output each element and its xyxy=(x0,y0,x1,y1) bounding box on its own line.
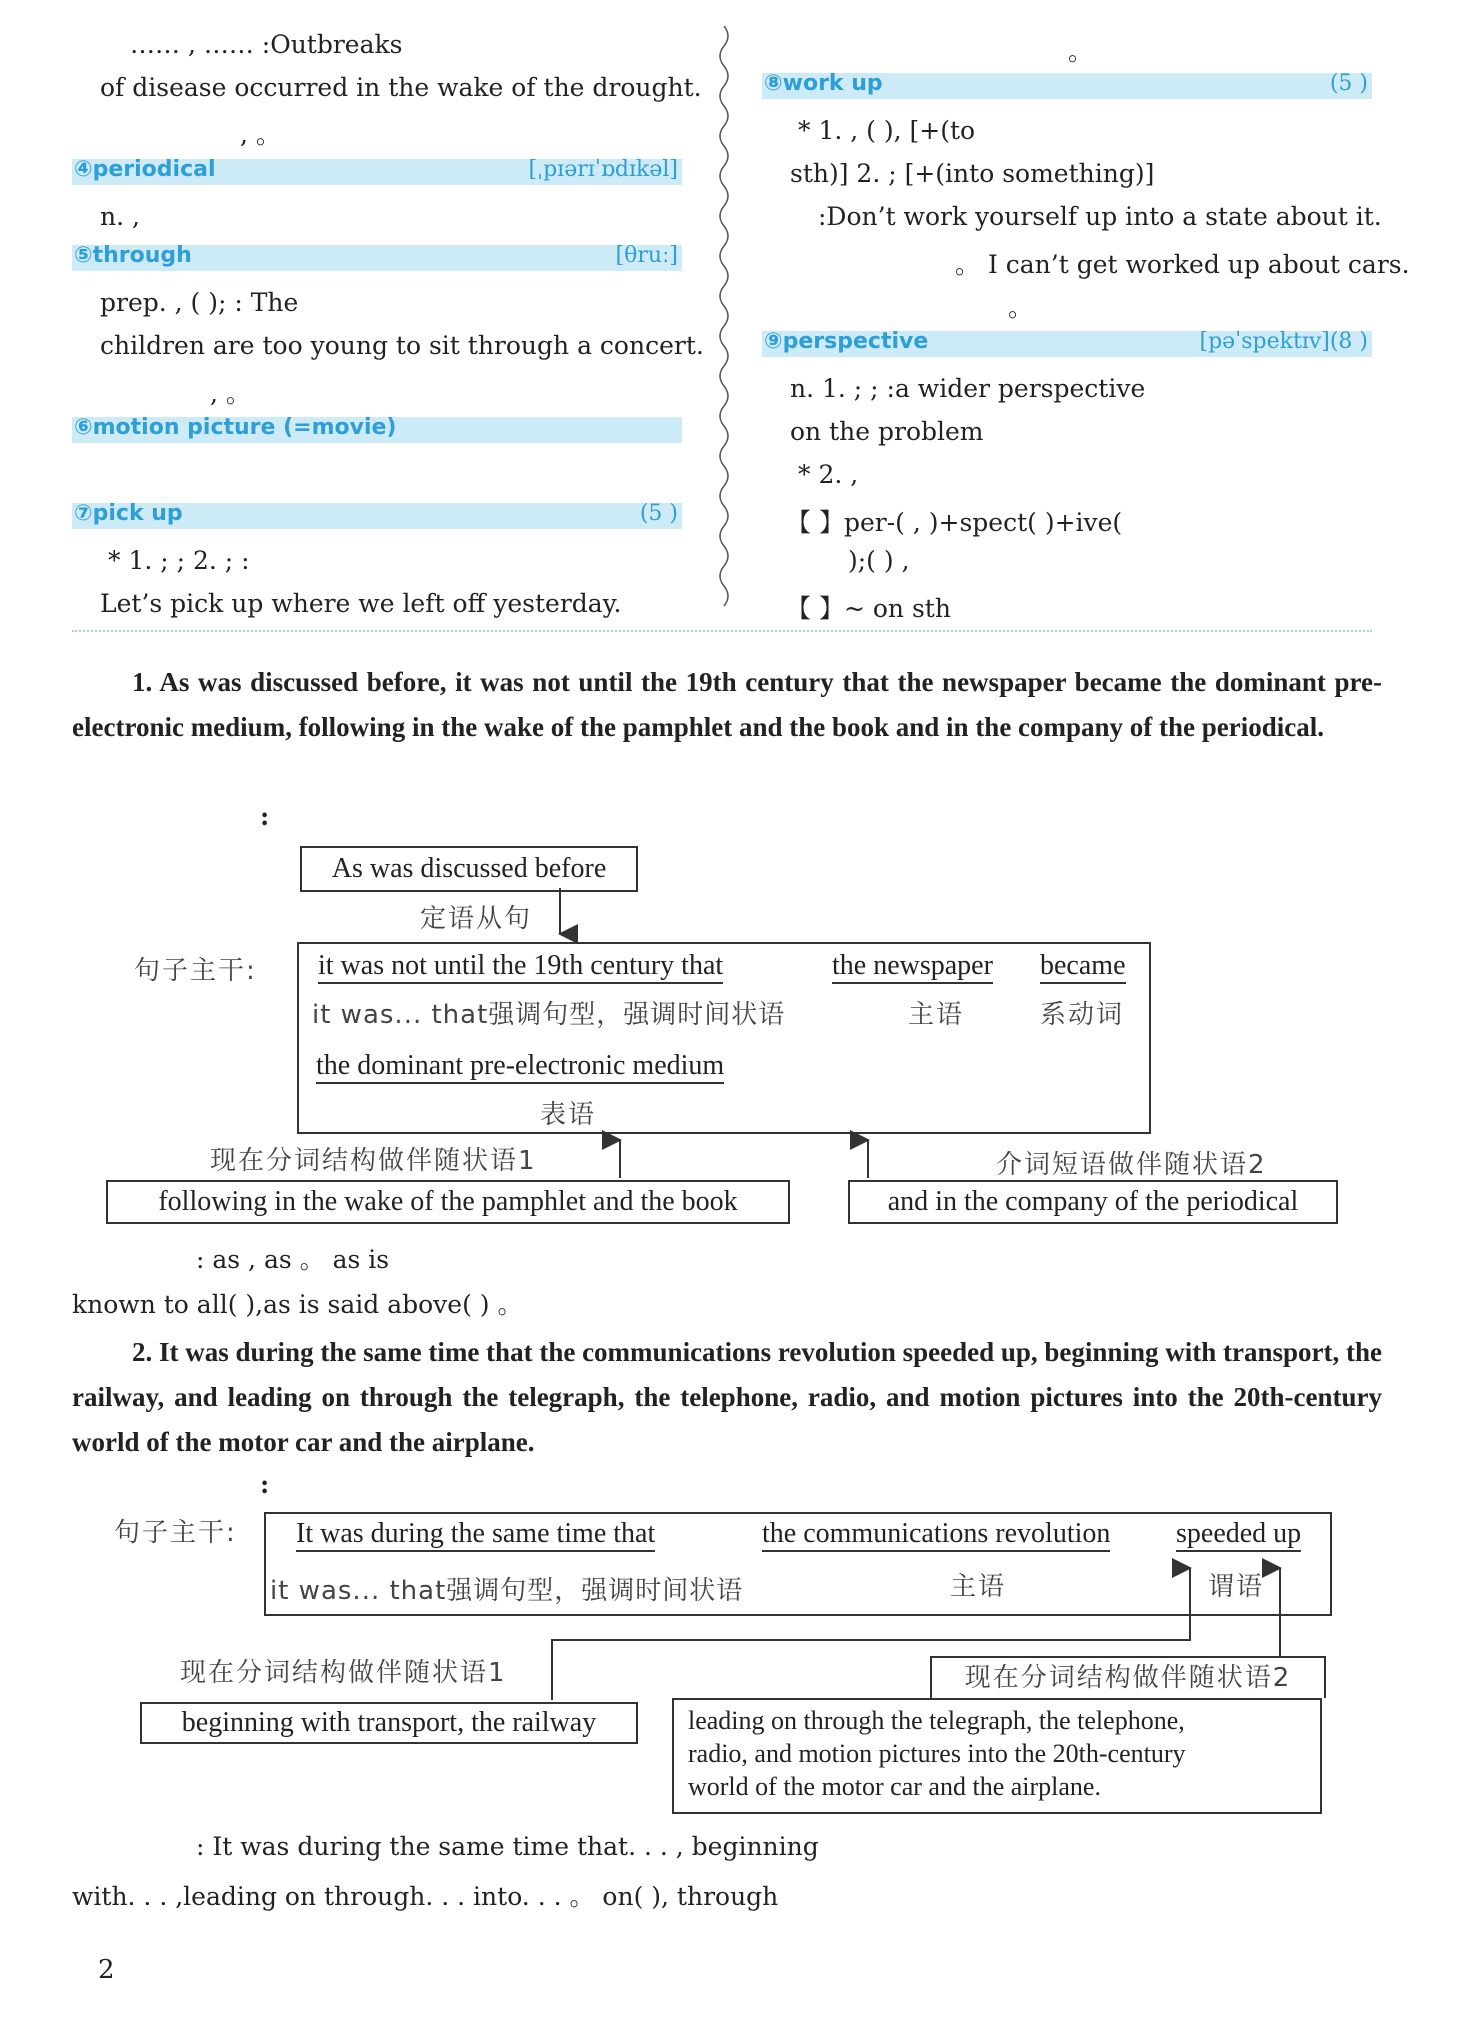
s1-note-line1: : as , as 。 as is xyxy=(196,1245,390,1274)
s1-verb-cn: 系动词 xyxy=(1040,1000,1125,1030)
s2-note-line1: : It was during the same time that. . . , beginning xyxy=(196,1832,819,1861)
work-up-example1: :Don’t work yourself up into a state about it. xyxy=(818,202,1382,231)
work-up-example2: 。 I can’t get worked up about cars. xyxy=(955,250,1410,279)
s2-verb: speeded up xyxy=(1176,1518,1301,1552)
s1-adverbial1-cn: 现在分词结构做伴随状语1 xyxy=(210,1146,537,1176)
s1-verb: became xyxy=(1040,950,1126,984)
periodical-definition: n. , xyxy=(100,202,140,231)
pick-up-definition: * 1. ; ; 2. ; : xyxy=(108,546,250,575)
s1-subject: the newspaper xyxy=(832,950,993,984)
s2-emphasis-cn: it was... that强调句型，强调时间状语 xyxy=(270,1576,744,1606)
s2-emphasis: It was during the same time that xyxy=(296,1518,655,1552)
perspective-def-line3: * 2. , xyxy=(798,460,859,489)
perspective-def-line2: on the problem xyxy=(790,417,984,446)
s1-adverbial2-cn: 介词短语做伴随状语2 xyxy=(996,1150,1267,1180)
phonetic-perspective: [pəˈspektɪv](8 ) xyxy=(1199,329,1368,354)
s2-adverbial2-cn: 现在分词结构做伴随状语2 xyxy=(930,1656,1326,1698)
perspective-wordformation-2: );( ) , xyxy=(848,546,910,575)
s2-adverbial2-line3: world of the motor car and the airplane. xyxy=(688,1772,1101,1801)
s1-note-line2: known to all( ),as is said above( ) 。 xyxy=(72,1290,523,1319)
s2-verb-cn: 谓语 xyxy=(1208,1572,1265,1602)
sentence-1: 1. As was discussed before, it was not until the 19th century that the newspaper became the dominant pre-electronic medium, following in the wake of the pamphlet and the book and in the company of the periodical. xyxy=(72,667,1382,742)
sentence-2: 2. It was during the same time that the communications revolution speeded up, beginning with transport, the railway, and leading on through the telegraph, the telephone, radio, and motion pictures into the 20th-century world of the motor car and the airplane. xyxy=(72,1337,1382,1457)
headword-periodical: ④periodical xyxy=(74,157,216,182)
entry3-example-line1: …… , …… :Outbreaks xyxy=(130,30,403,59)
entry3-example-line3: , 。 xyxy=(240,120,281,149)
s1-emphasis-cn: it was... that强调句型，强调时间状语 xyxy=(312,1000,786,1030)
phonetic-through: [θruː] xyxy=(615,243,678,268)
s2-adverbial1-cn: 现在分词结构做伴随状语1 xyxy=(180,1658,507,1688)
entry3-example-line2: of disease occurred in the wake of the drought. xyxy=(100,73,702,102)
work-up-def-line2: sth)] 2. ; [+(into something)] xyxy=(790,159,1155,188)
page-number: 2 xyxy=(98,1955,115,1985)
s1-box-adverbial1: following in the wake of the pamphlet and the book xyxy=(106,1180,790,1224)
s1-subject-cn: 主语 xyxy=(908,1000,965,1030)
s2-adverbial2-line1: leading on through the telegraph, the telephone, xyxy=(688,1706,1185,1735)
perspective-collocation: 【 】~ on sth xyxy=(786,594,951,623)
headword-through: ⑤through xyxy=(74,243,192,268)
headword-perspective: ⑨perspective xyxy=(764,329,929,354)
through-definition: prep. , ( ); : The xyxy=(100,288,299,317)
s2-note-line2: with. . . ,leading on through. . . into. . . 。 on( ), through xyxy=(72,1882,779,1911)
perspective-def-line1: n. 1. ; ; :a wider perspective xyxy=(790,374,1146,403)
headword-work-up: ⑧work up xyxy=(764,71,883,96)
s2-adverbial2-line2: radio, and motion pictures into the 20th-century xyxy=(688,1739,1186,1768)
s1-label-main: 句子主干: xyxy=(134,956,257,986)
s2-subject-cn: 主语 xyxy=(950,1572,1007,1602)
s1-label-attributive: 定语从句 xyxy=(420,904,533,934)
s1-predicative-cn: 表语 xyxy=(540,1100,597,1130)
exam-count-pick-up: (5 ) xyxy=(639,501,678,526)
s1-box-as-clause: As was discussed before xyxy=(300,846,638,892)
headword-motion-picture: ⑥motion picture (=movie) xyxy=(74,415,397,440)
work-up-def-line1: * 1. , ( ), [+(to xyxy=(798,116,976,145)
s2-label-main: 句子主干: xyxy=(114,1518,237,1548)
phonetic-periodical: [ˌpɪərɪˈɒdɪkəl] xyxy=(528,157,678,182)
s2-box-adverbial1: beginning with transport, the railway xyxy=(140,1702,638,1744)
through-example-translation: , 。 xyxy=(210,379,251,408)
s1-box-adverbial2: and in the company of the periodical xyxy=(848,1180,1338,1224)
work-up-example2-translation: 。 xyxy=(1008,293,1034,322)
work-up-preceding-line: 。 xyxy=(1068,37,1094,66)
s1-emphasis: it was not until the 19th century that xyxy=(318,950,723,984)
headword-pick-up: ⑦pick up xyxy=(74,501,183,526)
s2-subject: the communications revolution xyxy=(762,1518,1110,1552)
perspective-wordformation: 【 】per-( , )+spect( )+ive( xyxy=(786,508,1123,537)
through-example: children are too young to sit through a concert. xyxy=(100,331,704,360)
s1-predicative: the dominant pre-electronic medium xyxy=(316,1050,724,1084)
sentence-2-analysis-label: : xyxy=(260,1470,270,1499)
sentence-1-analysis-label: : xyxy=(260,802,270,831)
pick-up-example: Let’s pick up where we left off yesterday. xyxy=(100,589,622,618)
exam-count-work-up: (5 ) xyxy=(1329,71,1368,96)
